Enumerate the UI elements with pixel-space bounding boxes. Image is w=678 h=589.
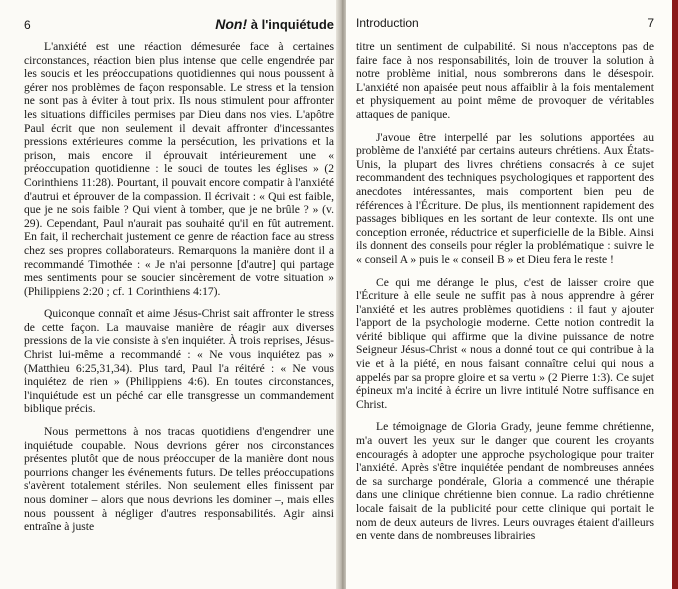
right-page <box>346 0 672 589</box>
right-page-header <box>356 16 654 34</box>
right-page-body <box>356 40 654 543</box>
book-cover-edge <box>672 0 678 589</box>
paragraph: Quiconque connaît et aime Jésus-Christ sait affronter le stress de cette façon. La mauvaise manière de réagir aux diverses pressions de la vie consiste à s'en inquiéter. À trois reprises, Jésus-Christ lui-même a recommandé : « Ne vous inquiétez pas » (Matthieu 6:25,31,34). Plus tard, Paul l'a réitéré : « Ne vous inquiétez de rien » (Philippiens 4:6). En toutes circonstances, l'inquiétude est un péché car elle transgresse un commandement biblique précis. <box>24 307 334 416</box>
running-title-rest: à l'inquiétude <box>247 17 334 32</box>
paragraph: Nous permettons à nos tracas quotidiens d'engendrer une inquiétude coupable. Nous devrions gérer nos circonstances présentes plutôt que de nous préoccuper de la manière dont nous pourrions changer les événements futurs. De telles préoccupations s'avèrent totalement stériles. Non seulement elles finissent par nous dominer – alors que nous devrions les dominer –, mais elles nous poussent à négliger d'autres responsabilités. Agir ainsi entraîne à juste <box>24 425 334 534</box>
left-page-number: 6 <box>24 18 31 32</box>
running-title <box>215 16 334 32</box>
left-page-body <box>24 40 334 534</box>
paragraph: Le témoignage de Gloria Grady, jeune femme chrétienne, m'a ouvert les yeux sur le danger que courent les croyants encouragés à adopter une approche psychologique pour traiter l'anxiété. Après s'être inquiétée pendant de nombreuses années de sa surcharge pondérale, Gloria a commencé une thérapie dans une clinique chrétienne bien connue. La radio chrétienne locale faisait de la publicité pour cette clinique qui portait le nom de deux auteurs de livres. Leurs ouvrages étaient d'ailleurs en vente dans de nombreuses librairies <box>356 420 654 543</box>
left-page-header <box>24 16 334 34</box>
paragraph: titre un sentiment de culpabilité. Si nous n'acceptons pas de faire face à nos responsabilités, loin de trouver la solution à notre problème initial, nous sombrerons dans le désespoir. L'anxiété non apaisée peut nous affaiblir à la fois mentalement et physiquement au point même de provoquer de véritables attaques de panique. <box>356 40 654 121</box>
paragraph: L'anxiété est une réaction démesurée face à certaines circonstances, réaction bien plus intense que celle engendrée par les soucis et les préoccupations quotidiennes qui nous poussent à gérer nos problèmes de façon responsable. Le stress et la tension ne sont pas à éviter à tout prix. Ils nous stimulent pour affronter les situations difficiles permises par Dieu dans nos vies. L'apôtre Paul écrit que non seulement il devait affronter d'incessantes pressions extérieures comme la persécution, les privations et la prison, mais encore il éprouvait intérieurement une « préoccupation quotidienne : le souci de toutes les églises » (2 Corinthiens 11:28). Pourtant, il pouvait encore compatir à l'anxiété d'autrui et éprouver de la compassion. Il écrivait : « Qui est faible, que je ne sois faible ? Qui vient à tomber, que je ne brûle ? » (v. 29). Cependant, Paul n'aurait pas souhaité qu'il en fût autrement. En fait, il recherchait justement ce genre de réaction face au stress chez ses propres collaborateurs. Remarquons la manière dont il a recommandé Timothée : « Je n'ai personne [d'autre] qui partage mes sentiments pour se soucier sincèrement de votre situation » (Philippiens 2:20 ; cf. 1 Corinthiens 4:17). <box>24 40 334 298</box>
paragraph: J'avoue être interpellé par les solutions apportées au problème de l'anxiété par certains auteurs chrétiens. Aux États-Unis, la plupart des livres chrétiens consacrés à ce sujet recommandent des techniques psychologiques et rapportent des anecdotes intéressantes, mais comportent bien peu de références à l'Écriture. De plus, ils mentionnent rapidement des passages bibliques en les sortant de leur contexte. Ils ont une conception erronée, réductrice et superficielle de la Bible. Ainsi ils donnent des conseils pour régler la problématique : suivre le « conseil A » puis le « conseil B » et Dieu fera le reste ! <box>356 130 654 266</box>
right-page-number: 7 <box>647 16 654 30</box>
paragraph: Ce qui me dérange le plus, c'est de laisser croire que l'Écriture à elle seule ne suffit pas à nous apprendre à gérer l'anxiété et les autres problèmes quotidiens : il faut y ajouter l'apport de la psychologie moderne. Cette notion contredit la vérité biblique qui affirme que la divine puissance de notre Seigneur Jésus-Christ « nous a donné tout ce qui contribue à la vie et à la piété, en nous faisant connaître celui qui nous a appelés par sa propre gloire et sa vertu » (2 Pierre 1:3). Ce sujet épineux m'a incité à écrire un livre intitulé Notre suffisance en Christ. <box>356 275 654 411</box>
running-title-brand: Non! <box>215 16 248 32</box>
chapter-title: Introduction <box>356 16 419 30</box>
